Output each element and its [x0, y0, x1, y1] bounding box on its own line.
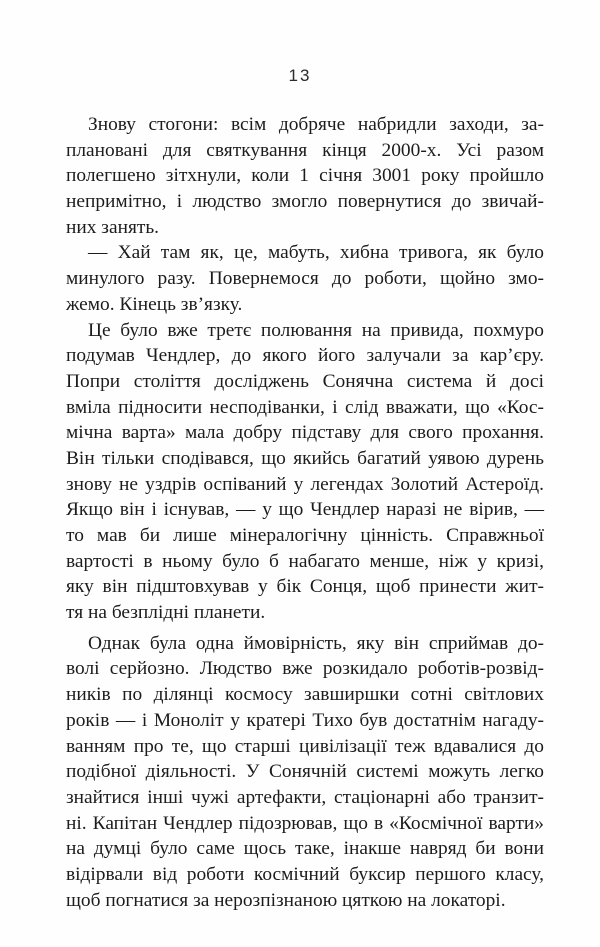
text-line: на думці було саме щось таке, інакше навряд би вони [66, 838, 544, 860]
text-line: волі серйозно. Людство вже розкидало роботів-розвід- [66, 658, 544, 680]
text-line: ні. Капітан Чендлер підозрював, що в «Космічної варти» [66, 812, 544, 834]
paragraph [66, 240, 544, 317]
text-line: років — і Моноліт у кратері Тихо був достатнім нагаду- [66, 709, 544, 731]
text-line: них занять. [66, 216, 160, 238]
text-line: Знову стогони: всім добряче набридли заходи, за- [88, 114, 544, 135]
text-line: вміла підносити несподіванки, і слід вважати, що «Кос- [66, 396, 544, 418]
text-line: яку він підштовхував у бік Сонця, щоб принести жит- [66, 576, 544, 598]
paragraph [66, 318, 544, 626]
text-line: ників по ділянці космосу завширшки сотні світлових [66, 684, 544, 706]
text-line: подібної діяльності. У Сонячній системі можуть легко [66, 761, 544, 783]
paragraph [66, 112, 544, 240]
text-line: Однак була одна ймовірність, яку він сприймав до- [88, 632, 544, 654]
body-text [66, 112, 544, 913]
text-line: тя на безплідні планети. [66, 602, 266, 624]
text-line: жемо. Кінець зв’язку. [66, 293, 243, 315]
text-line: Попри століття досліджень Сонячна система й досі [66, 370, 544, 392]
text-line: відірвали від роботи космічний буксир першого класу, [66, 863, 544, 885]
text-line: Якщо він і існував, — у що Чендлер наразі не вірив, — [66, 499, 544, 521]
text-line: мічна варта» мала добру підставу для свого прохання. [66, 422, 544, 444]
text-line: вартості в ньому було б набагато менше, ніж у кризі, [66, 550, 544, 572]
text-line: знову не уздрів оспіваний у легендах Золотий Астероїд. [66, 473, 544, 495]
paragraph [66, 631, 544, 914]
text-line: непримітно, і людство змогло повернутися до звичай- [66, 191, 544, 213]
text-line: Він тільки сподівався, що якийсь багатий уявою дурень [66, 447, 544, 469]
text-line: подумав Чендлер, до якого його залучали за кар’єру. [66, 345, 544, 367]
text-line: щоб погнатися за нерозпізнаною цяткою на локаторі. [66, 889, 506, 911]
text-line: плановані для святкування кінця 2000-х. Усі разом [66, 139, 544, 161]
text-line: то мав би лише мінералогічну цінність. Справжньої [66, 525, 544, 546]
page-number: 13 [288, 66, 312, 85]
text-line: Це було вже третє полювання на привида, похмуро [88, 319, 544, 341]
text-line: знайтися інші чужі артефакти, стаціонарні або транзит- [66, 786, 544, 808]
text-line: — Хай там як, це, мабуть, хибна тривога, як було [88, 242, 544, 264]
text-line: полегшено зітхнули, коли 1 січня 3001 року пройшло [66, 165, 544, 187]
text-line: ванням про те, що старші цивілізації теж вдавалися до [66, 735, 544, 757]
text-line: минулого разу. Повернемося до роботи, щойно змо- [66, 268, 544, 290]
